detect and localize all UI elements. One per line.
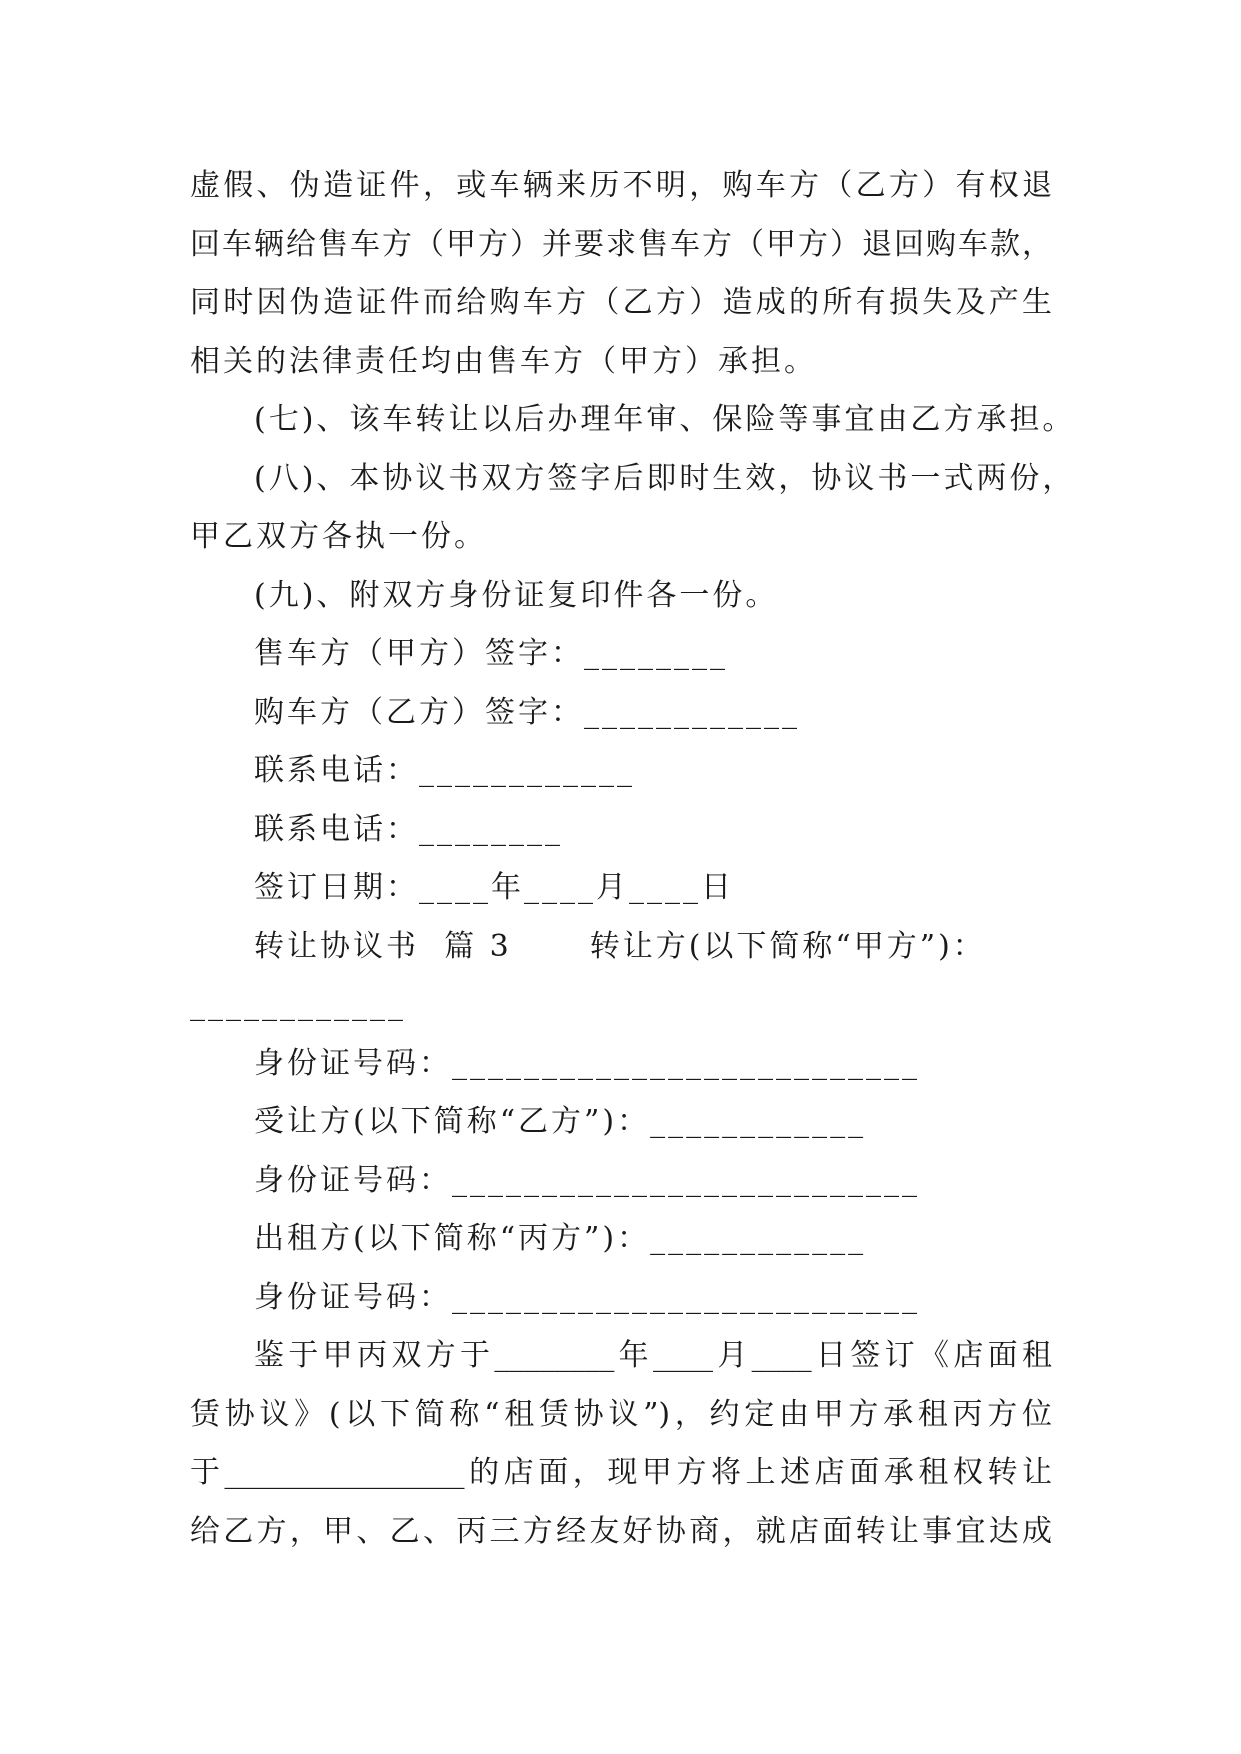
section-title: 转让协议书 篇 3 xyxy=(254,928,512,964)
clause-seven: (七)、该车转让以后办理年审、保险等事宜由乙方承担。 xyxy=(254,402,1076,437)
paragraph-line: 给乙方，甲、乙、丙三方经友好协商，就店面转让事宜达成 xyxy=(190,1513,1052,1549)
document-page xyxy=(190,157,1076,1561)
paragraph-line: 相关的法律责任均由售车方（甲方）承担。 xyxy=(190,343,817,379)
id-number-line: 身份证号码：__________________________ xyxy=(254,1162,920,1198)
sign-date-line: 签订日期：____年____月____日 xyxy=(254,870,734,905)
section-heading-line xyxy=(190,918,1052,977)
lessor-line: 出租方(以下简称“丙方”)：____________ xyxy=(254,1221,867,1256)
seller-signature-line: 售车方（甲方）签字：________ xyxy=(254,636,728,671)
phone-line: 联系电话：________ xyxy=(254,811,563,847)
transferor-blank: ____________ xyxy=(190,987,406,1022)
paragraph-line: 虚假、伪造证件，或车辆来历不明，购车方（乙方）有权退 xyxy=(190,168,1052,203)
id-number-line: 身份证号码：__________________________ xyxy=(254,1279,920,1315)
clause-eight: (八)、本协议书双方签字后即时生效，协议书一式两份， xyxy=(254,460,1076,496)
paragraph-line: 回车辆给售车方（甲方）并要求售车方（甲方）退回购车款， xyxy=(190,226,1052,262)
transferee-line: 受让方(以下简称“乙方”)：____________ xyxy=(254,1104,867,1139)
transferor-label: 转让方(以下简称“甲方”)： xyxy=(589,928,986,964)
paragraph-line: 赁协议》(以下简称“租赁协议”)，约定由甲方承租丙方位 xyxy=(190,1396,1052,1432)
clause-nine: (九)、附双方身份证复印件各一份。 xyxy=(254,577,779,613)
paragraph-line: 甲乙双方各执一份。 xyxy=(190,519,487,554)
paragraph-line: 鉴于甲丙双方于________年____月____日签订《店面租 xyxy=(254,1338,1052,1373)
paragraph-line: 于________________的店面，现甲方将上述店面承租权转让 xyxy=(190,1455,1052,1490)
paragraph-line: 同时因伪造证件而给购车方（乙方）造成的所有损失及产生 xyxy=(190,285,1052,320)
phone-line: 联系电话：____________ xyxy=(254,753,635,788)
buyer-signature-line: 购车方（乙方）签字：____________ xyxy=(254,694,800,730)
id-number-line: 身份证号码：__________________________ xyxy=(254,1045,920,1081)
